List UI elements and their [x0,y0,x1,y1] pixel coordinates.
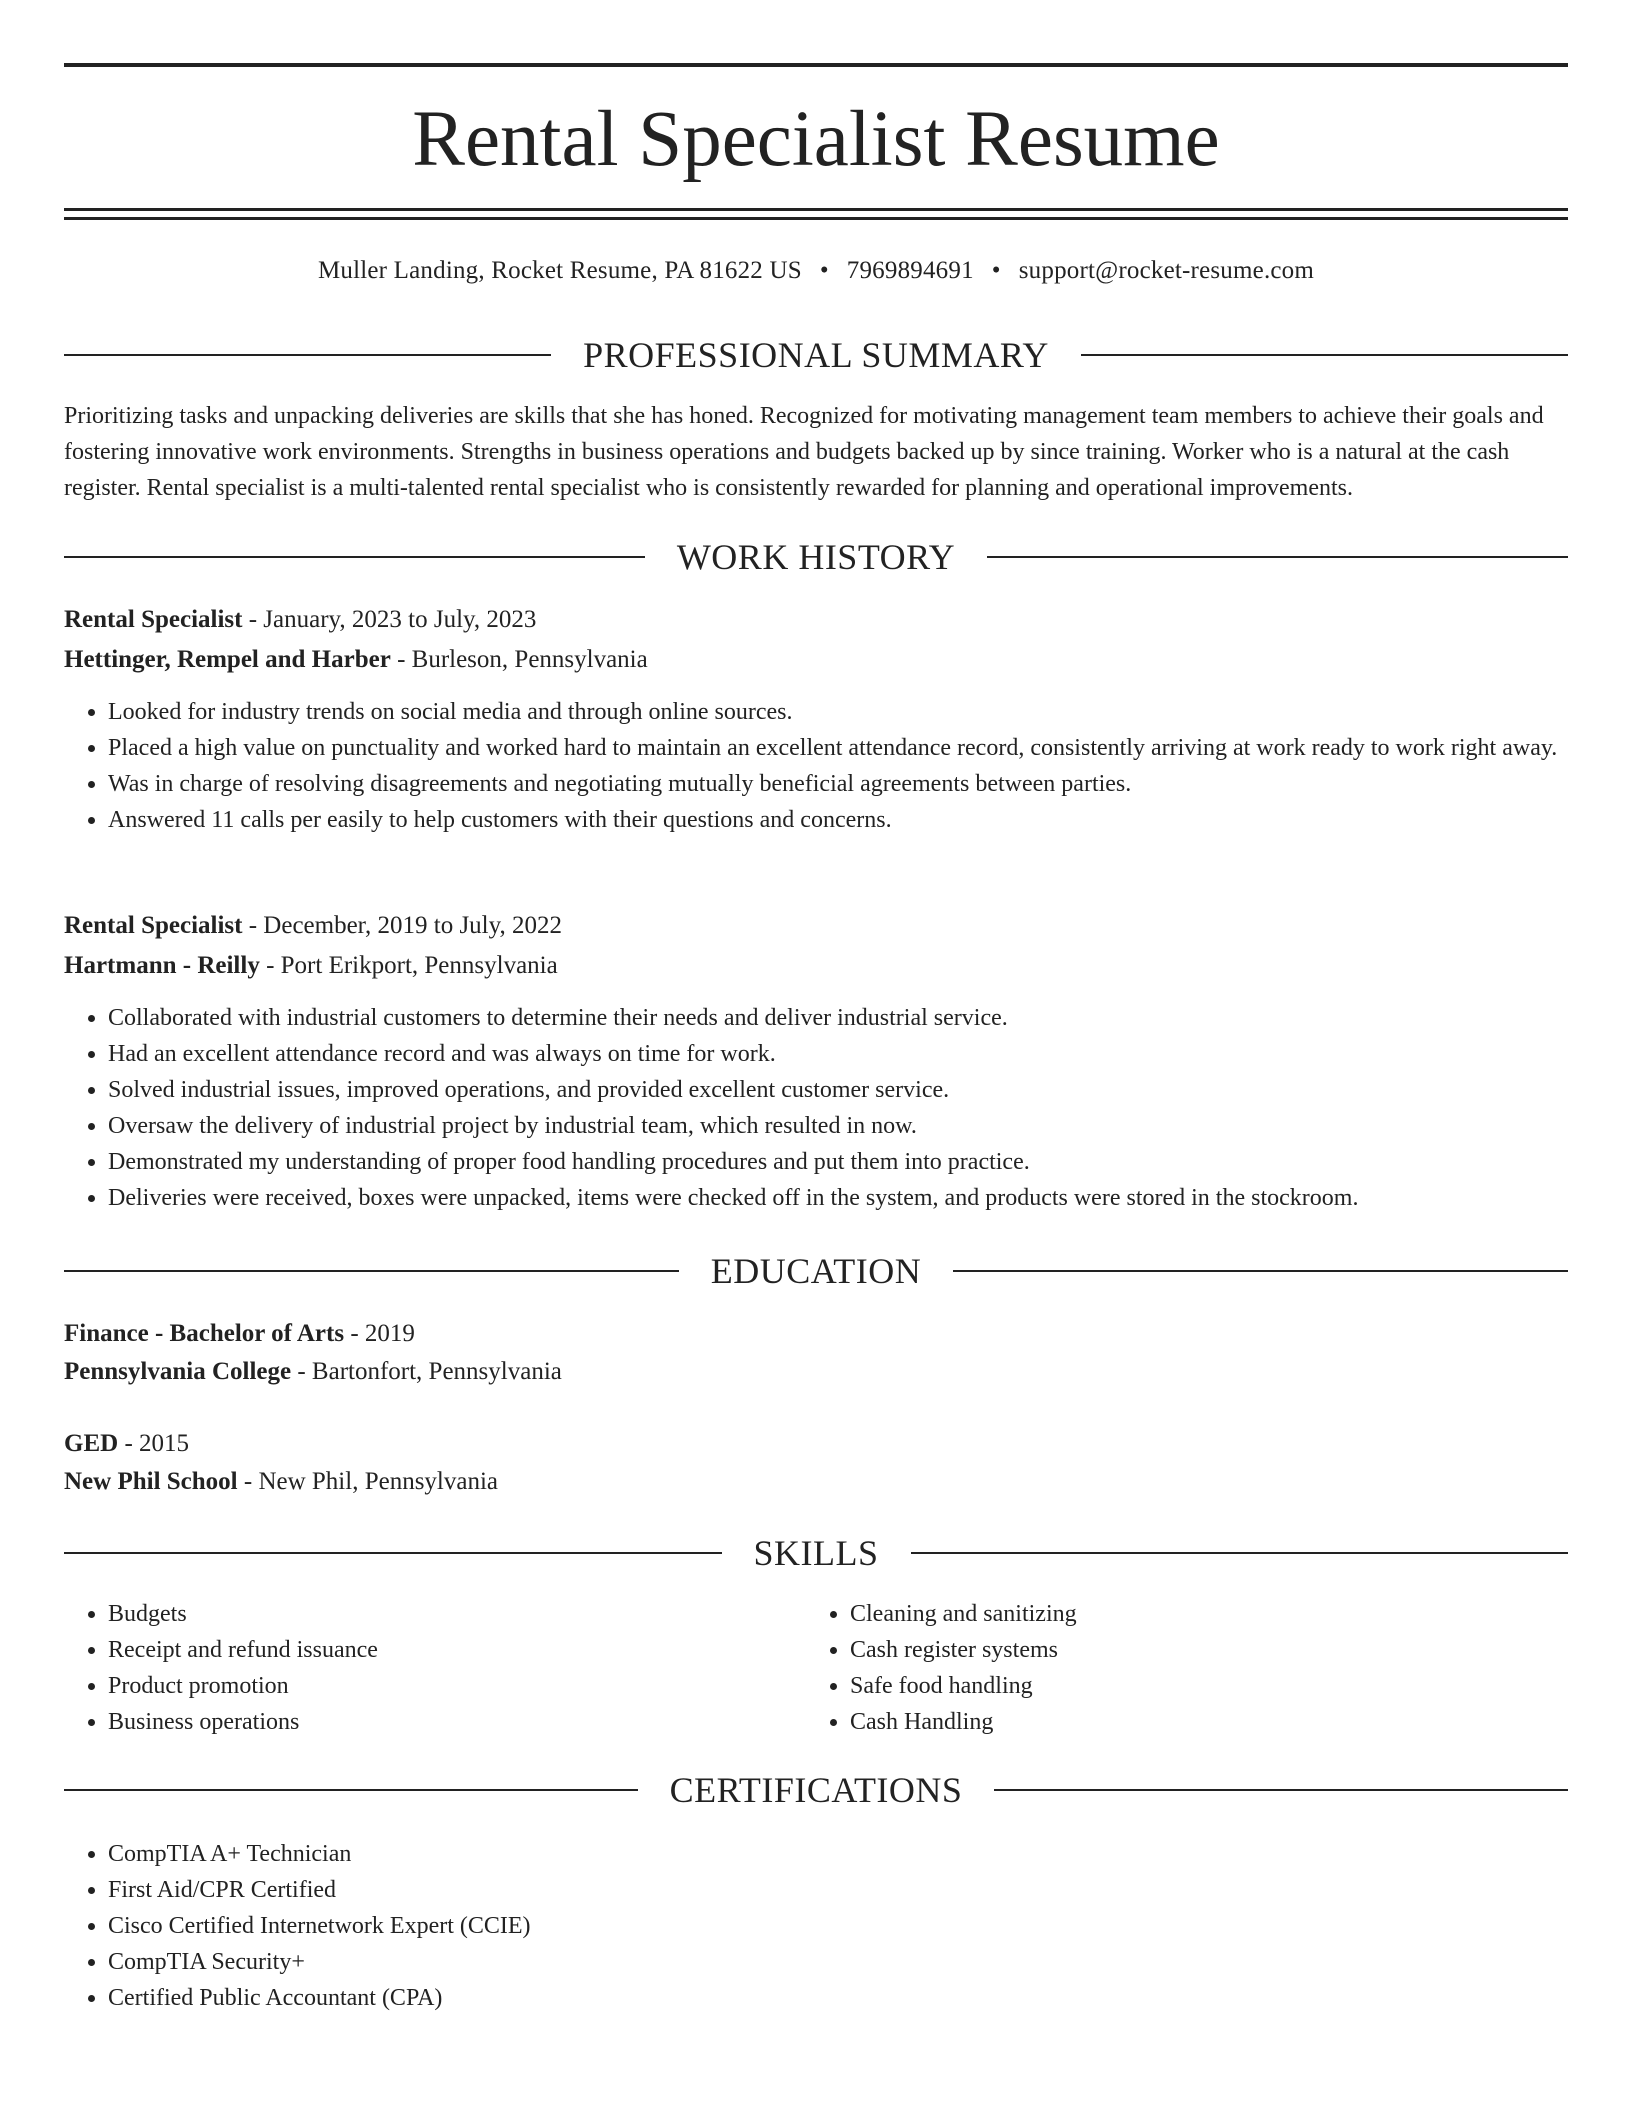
skills-list-right [806,1596,1550,1740]
list-item: • Safe food handling [850,1668,1550,1704]
heading-rule [1081,354,1568,356]
list-item: • Cash register systems [850,1632,1550,1668]
education-degree: Finance - Bachelor of Arts [64,1320,345,1347]
skills-list-left [64,1596,808,1740]
education-degree-line [64,1316,1568,1352]
list-item: • Business operations [108,1704,808,1740]
list-item: • CompTIA A+ Technician [108,1836,1568,1872]
list-item: • Answered 11 calls per easily to help customers with their questions and concerns. [108,802,1568,838]
title-double-rule [64,208,1568,220]
list-item: • Budgets [108,1596,808,1632]
heading-rule [64,1552,722,1554]
certifications-list [64,1836,1568,2016]
resume-title: Rental Specialist Resume [412,96,1220,183]
contact-separator: • [991,257,1001,284]
education-location: - New Phil, Pennsylvania [237,1468,499,1495]
job-title-line [64,908,1568,944]
list-item: • Product promotion [108,1668,808,1704]
job-location: - Burleson, Pennsylvania [390,646,648,673]
section-heading-summary [64,333,1568,377]
section-heading-label: EDUCATION [710,1251,922,1291]
list-item: • Collaborated with industrial customers to determine their needs and deliver industrial service. [108,1000,1568,1036]
heading-rule [987,556,1568,558]
summary-text: Prioritizing tasks and unpacking deliveries are skills that she has honed. Recognized for motivating management team members to achieve their goals and fostering innovative work environments. Strengths in business operations and budgets backed up by since training. Worker who is a natural at the cash register. Rental specialist is a multi-talented rental specialist who is consistently rewarded for planning and operational improvements. [64,403,1544,501]
job-title: Rental Specialist [64,912,243,939]
contact-phone: 7969894691 [846,257,974,284]
contact-email: support@rocket-resume.com [1018,257,1315,284]
section-heading-work-history [64,535,1568,579]
heading-rule [953,1270,1568,1272]
job-title-line [64,602,1568,638]
education-school-line [64,1464,1568,1500]
list-item: • Cisco Certified Internetwork Expert (CCIE) [108,1908,1568,1944]
education-year: - 2019 [344,1320,415,1347]
job-dates: - January, 2023 to July, 2023 [242,606,537,633]
list-item: • Cash Handling [850,1704,1550,1740]
education-school: New Phil School [64,1468,238,1495]
list-item: • Demonstrated my understanding of proper food handling procedures and put them into practice. [108,1144,1568,1180]
job-dates: - December, 2019 to July, 2022 [242,912,562,939]
job-bullets [64,1000,1568,1216]
education-school-line [64,1354,1568,1390]
section-heading-certifications [64,1768,1568,1812]
heading-rule [64,1270,679,1272]
job-company: Hartmann - Reilly [64,952,260,979]
job-bullets [64,694,1568,838]
job-company-line [64,948,1568,984]
list-item: • Solved industrial issues, improved operations, and provided excellent customer service. [108,1072,1568,1108]
contact-address: Muller Landing, Rocket Resume, PA 81622 US [317,257,802,284]
list-item: • Placed a high value on punctuality and worked hard to maintain an excellent attendance record, consistently arriving at work ready to work right away. [108,730,1568,766]
list-item: • Receipt and refund issuance [108,1632,808,1668]
list-item: • First Aid/CPR Certified [108,1872,1568,1908]
job-company: Hettinger, Rempel and Harber [64,646,391,673]
section-heading-label: SKILLS [753,1533,879,1573]
list-item: • Cleaning and sanitizing [850,1596,1550,1632]
education-year: - 2015 [118,1430,190,1457]
education-location: - Bartonfort, Pennsylvania [291,1358,562,1385]
education-degree: GED [64,1430,119,1457]
job-title: Rental Specialist [64,606,243,633]
contact-separator: • [819,257,829,284]
section-heading-label: CERTIFICATIONS [669,1770,963,1810]
education-degree-line [64,1426,1568,1462]
job-company-line [64,642,1568,678]
heading-rule [994,1789,1568,1791]
list-item: • Certified Public Accountant (CPA) [108,1980,1568,2016]
heading-rule [64,354,551,356]
list-item: • Deliveries were received, boxes were unpacked, items were checked off in the system, and products were stored in the stockroom. [108,1180,1568,1216]
list-item: • Was in charge of resolving disagreements and negotiating mutually beneficial agreements between parties. [108,766,1568,802]
list-item: • Oversaw the delivery of industrial project by industrial team, which resulted in now. [108,1108,1568,1144]
heading-rule [64,556,645,558]
contact-line [64,254,1568,288]
job-location: - Port Erikport, Pennsylvania [259,952,558,979]
section-heading-education [64,1249,1568,1293]
heading-rule [64,1789,638,1791]
education-school: Pennsylvania College [64,1358,292,1385]
list-item: • Had an excellent attendance record and was always on time for work. [108,1036,1568,1072]
section-heading-label: PROFESSIONAL SUMMARY [583,335,1049,375]
section-heading-label: WORK HISTORY [676,537,956,577]
top-rule [64,63,1568,67]
section-heading-skills [64,1531,1568,1575]
list-item: • Looked for industry trends on social media and through online sources. [108,694,1568,730]
heading-rule [911,1552,1569,1554]
list-item: • CompTIA Security+ [108,1944,1568,1980]
